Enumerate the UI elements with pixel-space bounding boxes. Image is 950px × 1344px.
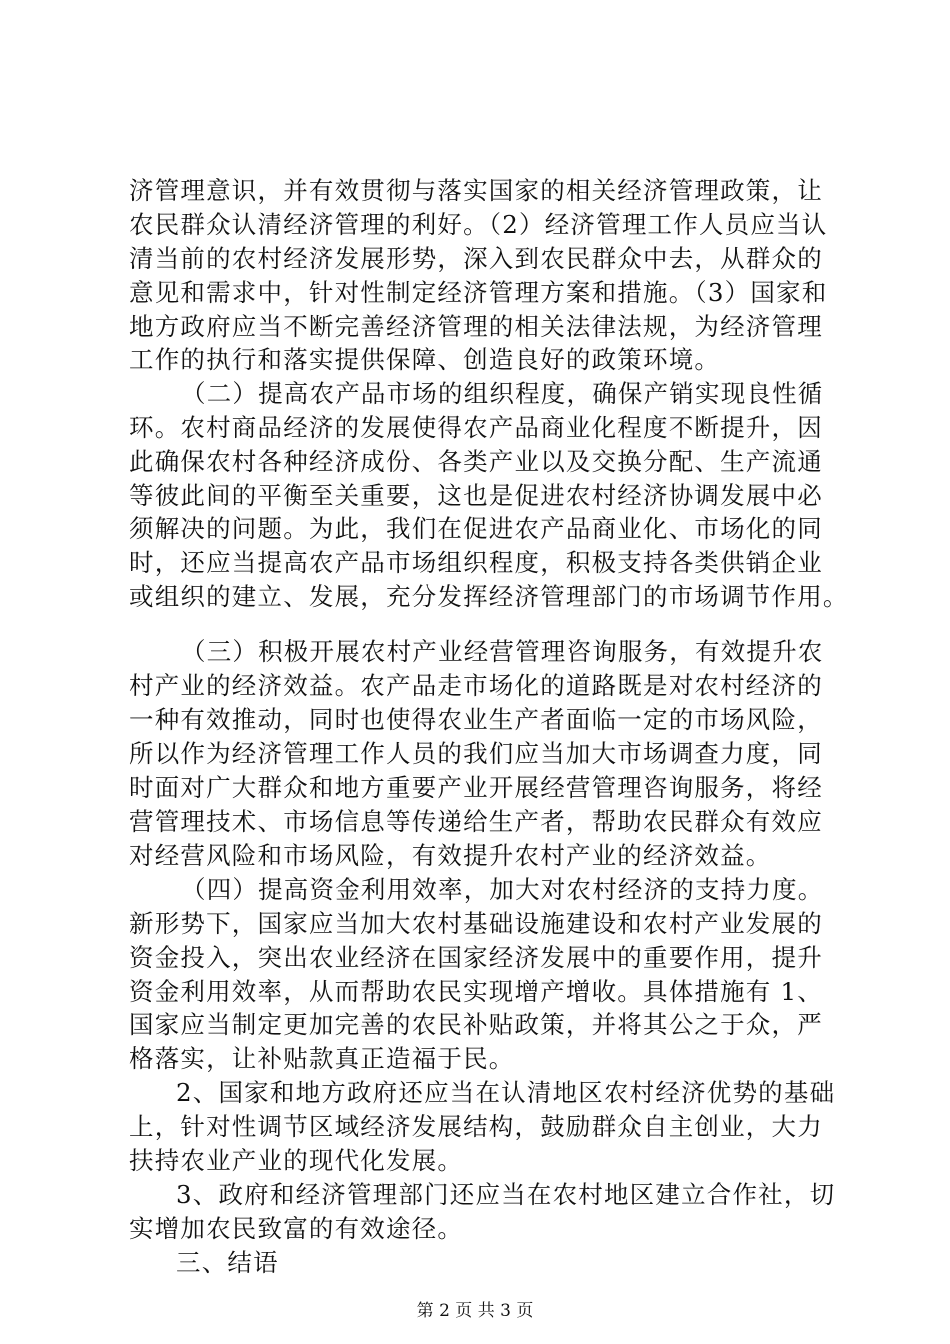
body-text-line: 扶持农业产业的现代化发展。 [129, 1146, 464, 1175]
body-text-line: 国家应当制定更加完善的农民补贴政策，并将其公之于众，严 [129, 1010, 823, 1039]
body-text-line: 或组织的建立、发展，充分发挥经济管理部门的市场调节作用。 [129, 582, 849, 611]
body-text-line: 地方政府应当不断完善经济管理的相关法律法规，为经济管理 [129, 312, 823, 341]
paragraph-heading-line: （二）提高农产品市场的组织程度，确保产销实现良性循 [181, 379, 824, 408]
body-text-line: 环。农村商品经济的发展使得农产品商业化程度不断提升，因 [129, 413, 823, 442]
body-text-line: 此确保农村各种经济成份、各类产业以及交换分配、生产流通 [129, 447, 823, 476]
body-text-line: 时，还应当提高农产品市场组织程度，积极支持各类供销企业 [129, 548, 823, 577]
paragraph-heading-line: （三）积极开展农村产业经营管理咨询服务，有效提升农 [181, 637, 824, 666]
paragraph-heading-line: （四）提高资金利用效率，加大对农村经济的支持力度。 [181, 875, 824, 904]
section-heading: 三、结语 [176, 1248, 279, 1277]
body-text-line: 上，针对性调节区域经济发展结构，鼓励群众自主创业，大力 [129, 1112, 823, 1141]
body-text-line: 所以作为经济管理工作人员的我们应当加大市场调查力度，同 [129, 739, 823, 768]
body-text-line: 等彼此间的平衡至关重要，这也是促进农村经济协调发展中必 [129, 481, 823, 510]
body-text-line: 一种有效推动，同时也使得农业生产者面临一定的市场风险， [129, 705, 823, 734]
body-text-line: 对经营风险和市场风险，有效提升农村产业的经济效益。 [129, 841, 772, 870]
body-text-line: 资金利用效率，从而帮助农民实现增产增收。具体措施有 1、 [129, 977, 823, 1006]
body-text-line: 村产业的经济效益。农产品走市场化的道路既是对农村经济的 [129, 671, 823, 700]
page-number-footer: 第 2 页 共 3 页 [416, 1301, 534, 1321]
body-text-line: 实增加农民致富的有效途径。 [129, 1214, 464, 1243]
body-text-line: 意见和需求中，针对性制定经济管理方案和措施。（3）国家和 [129, 278, 828, 307]
body-text-line: 济管理意识，并有效贯彻与落实国家的相关经济管理政策，让 [129, 176, 823, 205]
body-text-line: 清当前的农村经济发展形势，深入到农民群众中去，从群众的 [129, 244, 823, 273]
body-text-line: 新形势下，国家应当加大农村基础设施建设和农村产业发展的 [129, 909, 823, 938]
body-text-line: 营管理技术、市场信息等传递给生产者，帮助农民群众有效应 [129, 807, 823, 836]
body-text-line: 工作的执行和落实提供保障、创造良好的政策环境。 [129, 345, 721, 374]
body-text-line: 资金投入，突出农业经济在国家经济发展中的重要作用，提升 [129, 943, 823, 972]
body-text-line: 农民群众认清经济管理的利好。（2）经济管理工作人员应当认 [129, 210, 828, 239]
body-text-line: 格落实，让补贴款真正造福于民。 [129, 1044, 515, 1073]
list-item-line: 2、国家和地方政府还应当在认清地区农村经济优势的基础 [176, 1078, 836, 1107]
body-text-line: 时面对广大群众和地方重要产业开展经营管理咨询服务，将经 [129, 773, 823, 802]
list-item-line: 3、政府和经济管理部门还应当在农村地区建立合作社，切 [176, 1180, 836, 1209]
body-text-line: 须解决的问题。为此，我们在促进农产品商业化、市场化的同 [129, 514, 823, 543]
